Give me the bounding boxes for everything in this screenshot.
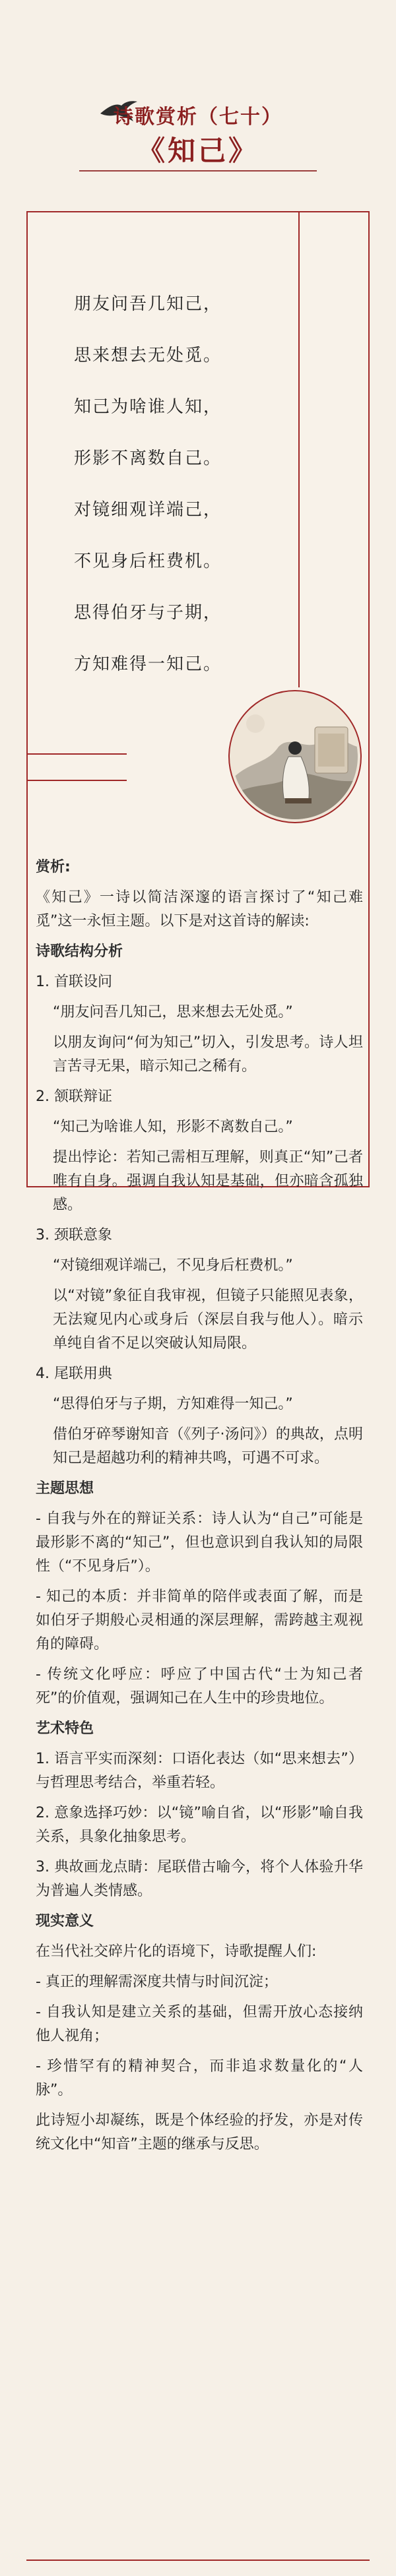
art-point: 3. 典故画龙点睛：尾联借古喻今，将个人体验升华为普遍人类情感。 (36, 1859, 363, 1899)
section-title: 4. 尾联用典 (36, 1366, 112, 1382)
art-point: 1. 语言平实而深刻：口语化表达（如“思来想去”）与哲理思考结合，举重若轻。 (36, 1751, 363, 1791)
art-point: 2. 意象选择巧妙：以“镜”喻自省，以“形影”喻自我关系，具象化抽象思考。 (36, 1805, 363, 1845)
scholar-painting (226, 687, 364, 826)
section-title: 2. 颔联辩证 (36, 1088, 112, 1105)
poem-body (74, 278, 325, 690)
section-quote: “对镜细观详端己，不见身后枉费机。” (53, 1257, 293, 1274)
frame-horizontal-line (28, 753, 127, 755)
real-intro: 在当代社交碎片化的语境下，诗歌提醒人们: (36, 1943, 317, 1960)
poem-line: 思来想去无处觅。 (74, 346, 222, 365)
poem-line: 不见身后枉费机。 (74, 551, 222, 571)
real-point: - 珍惜罕有的精神契合，而非追求数量化的“人脉”。 (36, 2058, 363, 2098)
theme-point: - 知己的本质：并非简单的陪伴或表面了解，而是如伯牙子期般心灵相通的深层理解，需跨越主观视角的障碍。 (36, 1588, 363, 1652)
section-quote: “朋友问吾几知己，思来想去无处觅。” (53, 1004, 293, 1021)
section-title: 1. 首联设问 (36, 974, 112, 990)
real-heading: 现实意义 (36, 1913, 94, 1930)
real-point: - 真正的理解需深度共情与时间沉淀； (36, 1974, 278, 1990)
theme-heading: 主题思想 (36, 1480, 94, 1497)
analysis-intro: 《知己》一诗以简洁深邃的语言探讨了“知己难觅”这一永恒主题。以下是对这首诗的解读: (36, 889, 363, 929)
poem-line: 方知难得一知己。 (74, 654, 222, 674)
poem-line: 形影不离数自己。 (74, 449, 222, 468)
section-text: 借伯牙碎琴谢知音（《列子·汤问》）的典故，点明知己是超越功利的精神共鸣，可遇不可求。 (53, 1426, 363, 1466)
analysis-heading: 赏析: (36, 859, 71, 875)
section-text: 提出悖论：若知己需相互理解，则真正“知”己者唯有自身。强调自我认知是基础，但亦暗含孤独感。 (53, 1149, 363, 1213)
poem-frame (26, 211, 370, 2152)
poem-line: 朋友问吾几知己， (74, 294, 222, 314)
page-title: 诗歌赏析（七十） (114, 106, 282, 129)
structure-heading: 诗歌结构分析 (36, 943, 123, 960)
poem-line: 知己为啥谁人知， (74, 397, 222, 417)
section-text: 以朋友询问“何为知己”切入，引发思考。诗人坦言苦寻无果，暗示知己之稀有。 (53, 1034, 363, 1075)
section-text: 以“对镜”象征自我审视，但镜子只能照见表象，无法窥见内心或身后（深层自我与他人）。暗示单纯自省不足以突破认知局限。 (53, 1288, 363, 1352)
frame-vertical-line (298, 212, 300, 687)
bottom-divider (26, 2560, 370, 2561)
title-divider (79, 170, 317, 172)
header (0, 0, 396, 198)
real-conclusion: 此诗短小却凝练，既是个体经验的抒发，亦是对传统文化中“知音”主题的继承与反思。 (36, 2112, 363, 2152)
poem-line: 对镜细观详端己， (74, 500, 222, 520)
art-heading: 艺术特色 (36, 1720, 94, 1737)
section-quote: “思得伯牙与子期，方知难得一知己。” (53, 1396, 293, 1412)
real-point: - 自我认知是建立关系的基础，但需开放心态接纳他人视角； (36, 2004, 363, 2044)
footer (0, 1201, 396, 2576)
section-title: 3. 颈联意象 (36, 1227, 112, 1243)
theme-point: - 自我与外在的辩证关系：诗人认为“自己”可能是最形影不离的“知己”，但也意识到自我认知的局限性（“不见身后”）。 (36, 1511, 363, 1575)
poem-line: 思得伯牙与子期， (74, 603, 222, 623)
frame-horizontal-line-2 (28, 780, 127, 781)
theme-point: - 传统文化呼应：呼应了中国古代“士为知己者死”的价值观，强调知己在人生中的珍贵地位。 (36, 1666, 363, 1707)
section-quote: “知己为啥谁人知，形影不离数自己。” (53, 1119, 293, 1135)
poem-title: 《知己》 (137, 135, 259, 167)
